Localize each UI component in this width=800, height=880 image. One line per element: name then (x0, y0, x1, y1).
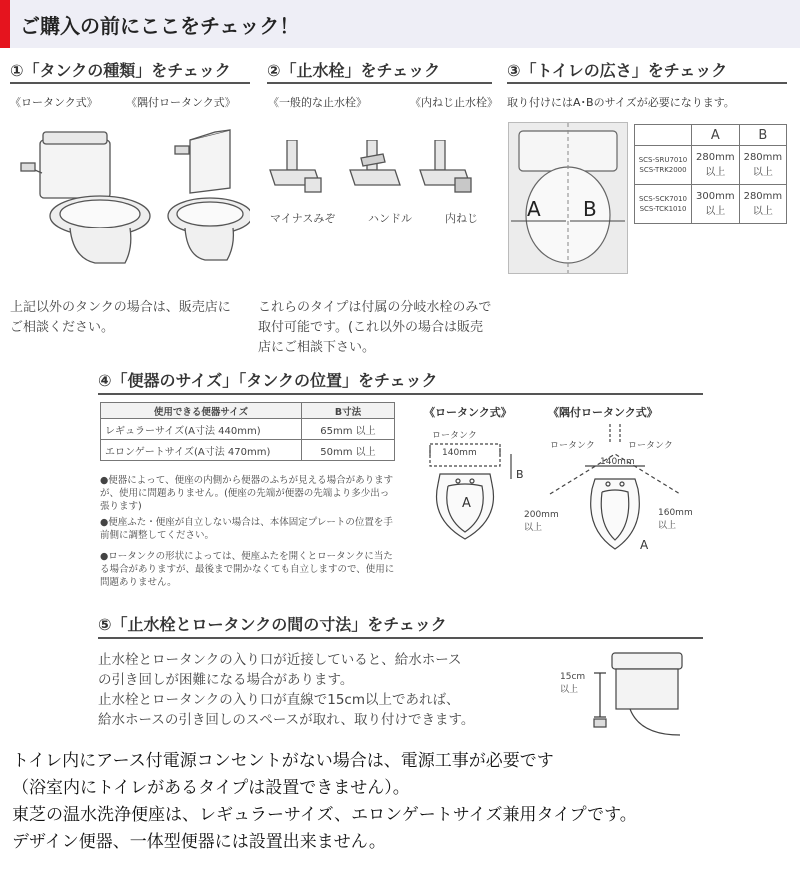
section-5-line: 給水ホースの引き回しのスペースが取れ、取り付けできます。 (98, 712, 475, 728)
room-size-table (634, 124, 787, 224)
lowtank-label: ロータンク (432, 431, 477, 441)
section-1-title: ①「タンクの種類」をチェック (10, 61, 231, 80)
section-2-description: これらのタイプは付属の分岐水栓のみで取付可能です。(これ以外の場合は販売店にご相談下さい。 (258, 300, 492, 355)
section-1-description: 上記以外のタンクの場合は、販売店にご相談ください。 (10, 300, 231, 335)
section-2-subtitle-general: 《一般的な止水栓》 (268, 96, 367, 109)
section-5-line: 止水栓とロータンクの入り口が直線で15cm以上であれば、 (98, 692, 460, 708)
corner-dim-160: 160mm 以上 (658, 508, 693, 531)
room-dim-b: B (583, 197, 597, 221)
lowtank-dim-140: 140mm (442, 448, 477, 458)
valve-label-handle: ハンドル (368, 212, 412, 225)
hose-dim-label: 15cm 以上 (560, 672, 586, 695)
bottom-note-line: 東芝の温水洗浄便座は、レギュラーサイズ、エロンゲートサイズ兼用タイプです。 (12, 805, 637, 825)
page-title: ご購入の前にここをチェック！ (20, 14, 300, 38)
table-row (101, 419, 395, 440)
size-table-cell: エロンゲートサイズ(A寸法 470mm) (101, 440, 302, 461)
bottom-note-line: デザイン便器、一体型便器には設置出来ません。 (12, 832, 386, 852)
valve-label-inner-thread: 内ねじ (445, 212, 478, 225)
section-1-subtitle-corner-tank: 《隅付ロータンク式》 (126, 96, 236, 109)
room-table-header-b: B (739, 125, 787, 146)
room-table-cell: 280mm 以上 (692, 146, 740, 185)
room-table-header-a: A (692, 125, 740, 146)
size-note: ●便器によって、便座の内側から便器のふちが見える場合がありますが、使用に問題ありません。(便座の先端が便器の先端より多少出っ張ります) (100, 475, 394, 512)
section-5-underline (98, 637, 703, 639)
valve-label-slot: マイナスみぞ (270, 212, 336, 225)
slot-valve-icon (270, 140, 321, 192)
section-1-underline (10, 82, 250, 84)
table-row (635, 185, 787, 224)
table-row (635, 146, 787, 185)
room-table-cell: 280mm 以上 (739, 185, 787, 224)
section-5-line: の引き回しが困難になる場合があります。 (98, 672, 354, 688)
table-row (101, 440, 395, 461)
stop-valve-illustrations (265, 140, 495, 210)
model-name: SCS-TCK1010 (639, 205, 687, 213)
section-2-subtitle-inner-thread: 《内ねじ止水栓》 (410, 96, 498, 109)
section-2-underline (267, 82, 492, 84)
lowtank-toilet-icon (21, 132, 150, 263)
lowtank-seat-diagram (430, 444, 511, 539)
section-5-title: ⑤「止水栓とロータンクの間の寸法」をチェック (98, 615, 447, 634)
inner-thread-valve-icon (420, 140, 471, 192)
toilet-illustrations (15, 118, 250, 273)
section-5-line: 止水栓とロータンクの入り口が近接していると、給水ホース (98, 652, 462, 668)
section-3-underline (507, 82, 787, 84)
bottom-note-line: （浴室内にトイレがあるタイプは設置できません）。 (12, 778, 410, 798)
diagram-corner-title: 《隅付ロータンク式》 (548, 406, 658, 419)
toilet-size-table (100, 402, 395, 461)
lowtank-dim-b: B (516, 468, 524, 481)
size-table-cell: 50mm 以上 (302, 440, 395, 461)
size-table-cell: 65mm 以上 (302, 419, 395, 440)
section-4-underline (98, 393, 703, 395)
lowtank-dim-a: A (462, 496, 471, 511)
model-name: SCS-SRU7010 (638, 156, 688, 164)
size-table-cell: レギュラーサイズ(A寸法 440mm) (101, 419, 302, 440)
handle-valve-icon (350, 140, 400, 185)
size-note: ●ロータンクの形状によっては、便座ふたを開くとロータンクに当たる場合がありますが、最後まで開かなくても自立しますので、使用に問題ありません。 (100, 551, 395, 588)
model-name: SCS-SCK7010 (638, 195, 688, 203)
section-5-text (98, 650, 474, 730)
header-accent-bar (0, 0, 10, 48)
section-3-subtitle: 取り付けにはA･Bのサイズが必要になります。 (507, 96, 735, 109)
room-table-cell: 300mm 以上 (692, 185, 740, 224)
corner-tank-toilet-icon (168, 130, 250, 260)
corner-tank-label-right: ロータンク (628, 441, 673, 451)
section-4-title: ④「便器のサイズ」「タンクの位置」をチェック (98, 371, 438, 390)
room-dim-a: A (527, 197, 541, 221)
room-table-cell: 280mm 以上 (739, 146, 787, 185)
corner-dim-140: 140mm (600, 457, 635, 467)
tank-valve-diagram (580, 645, 690, 740)
model-name: SCS-TRK2000 (639, 166, 687, 174)
bottom-note-line: トイレ内にアース付電源コンセントがない場合は、電源工事が必要です (12, 751, 554, 771)
corner-dim-a: A (640, 538, 649, 552)
room-size-diagram (508, 122, 628, 274)
corner-dim-200: 200mm 以上 (524, 510, 559, 533)
corner-tank-label-left: ロータンク (550, 441, 595, 451)
size-table-header: 使用できる便器サイズ (101, 403, 302, 419)
bottom-notes (12, 748, 637, 856)
section-1-subtitle-lowtank: 《ロータンク式》 (10, 96, 98, 109)
size-note: ●便座ふた・便座が自立しない場合は、本体固定プレートの位置を手前側に調整してください。 (100, 517, 393, 541)
section-2-title: ②「止水栓」をチェック (267, 61, 441, 80)
section-3-title: ③「トイレの広さ」をチェック (507, 61, 728, 80)
size-table-header: B寸法 (302, 403, 395, 419)
diagram-lowtank-title: 《ロータンク式》 (424, 406, 512, 419)
